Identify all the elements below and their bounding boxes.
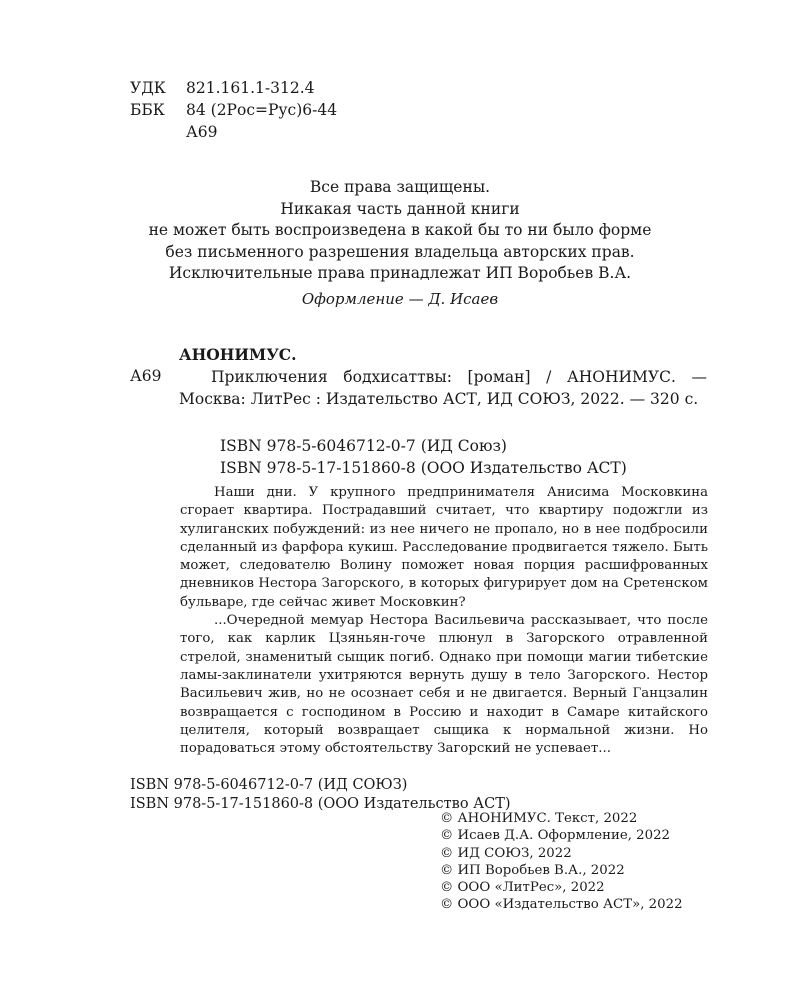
copyright-line: © АНОНИМУС. Текст, 2022 [440, 811, 638, 826]
isbn-bottom-list [130, 776, 511, 813]
isbn-line: ISBN 978-5-6046712-0-7 (ИД Союз) [220, 437, 507, 455]
isbn-bottom-line: ISBN 978-5-6046712-0-7 (ИД СОЮЗ) [130, 777, 408, 793]
isbn-bottom-line: ISBN 978-5-17-151860-8 (ООО Издательство АСТ) [130, 795, 511, 812]
annotation [180, 484, 708, 758]
bbk-line [130, 100, 337, 120]
copyright-line: © ИД СОЮЗ, 2022 [440, 845, 572, 861]
isbn-list [220, 436, 627, 479]
udk-label: УДК [130, 79, 166, 97]
bibliographic-code: А69 [130, 367, 162, 385]
copyright-line: © ИП Воробьев В.А., 2022 [440, 862, 625, 878]
rights-line: без письменного разрешения владельца авторских прав. [165, 242, 635, 261]
rights-notice [60, 177, 740, 285]
udk-line [130, 78, 315, 98]
copyright-line: © ООО «Издательство АСТ», 2022 [440, 897, 683, 913]
bibliographic-text: Приключения бодхисаттвы: [роман] / АНОНИМУС. — Москва: ЛитРес : Издательство АСТ, ИД СОЮЗ, 2022. — 320 с. [179, 368, 707, 408]
annotation-paragraph: ...Очередной мемуар Нестора Васильевича рассказывает, что после того, как карлик Цзяньян-гоче плюнул в Загорского отравленной стрелой, знаменитый сыщик погиб. Однако при помощи магии тибетские ламы-заклинатели ухитряются вернуть душу в тело Загорского. Нестор Васильевич жив, но не осознает себя и не двигается. Верный Ганцзалин возвращается с господином в Россию и находит в Самаре китайского целителя, который возвращает сыщика к нормальной жизни. Но порадоваться этому обстоятельству Загорский не успевает... [180, 613, 708, 757]
rights-line: Все права защищены. [309, 178, 491, 196]
rights-line: Никакая часть данной книги [280, 199, 520, 218]
rights-line: Исключительные права принадлежат ИП Воробьев В.А. [168, 264, 632, 282]
annotation-paragraph: Наши дни. У крупного предпринимателя Анисима Московкина сгорает квартира. Пострадавший считает, что квартиру подожгли из хулиганских побуждений: из нее ничего не пропало, но в нее подбросили сделанный из фарфора кукиш. Расследование продвигается тяжело. Быть может, следователю Волину поможет новая порция расшифрованных дневников Нестора Загорского, в которых фигурирует дом на Сретенском бульваре, где сейчас живет Московкин? [180, 485, 708, 610]
copyright-line: © Исаев Д.А. Оформление, 2022 [440, 828, 671, 844]
isbn-line: ISBN 978-5-17-151860-8 (ООО Издательство АСТ) [220, 458, 627, 477]
bibliographic-description [179, 367, 707, 410]
bbk-label: ББК [130, 101, 165, 119]
copyright-list [440, 810, 683, 914]
design-credit: Оформление — Д. Исаев [301, 290, 499, 308]
rights-line: не может быть воспроизведена в какой бы то ни было форме [148, 221, 652, 239]
bbk-value: 84 (2Рос=Рус)6-44 [186, 101, 338, 119]
udk-value: 821.161.1-312.4 [186, 79, 315, 97]
author-sign: А69 [186, 123, 218, 141]
bibliographic-author: АНОНИМУС. [179, 345, 297, 364]
copyright-line: © ООО «ЛитРес», 2022 [440, 880, 605, 896]
